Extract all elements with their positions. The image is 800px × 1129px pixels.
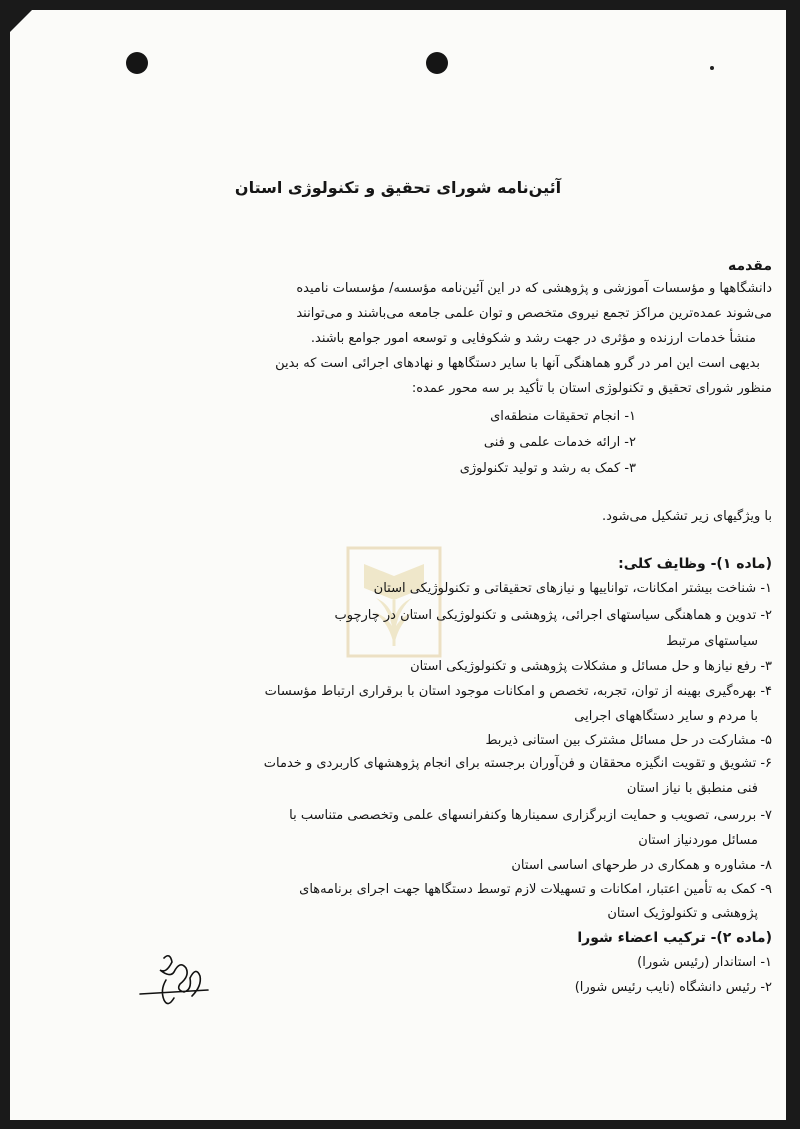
article-1-item: ۴- بهره‌گیری بهینه از توان، تجربه، تخصص و امکانات موجود استان با برقراری ارتباط مؤسسات: [264, 684, 772, 699]
article-1-item: ۶- تشویق و تقویت انگیزه محققان و فن‌آوران برجسته برای انجام پژوهشهای کاربردی و خدمات: [263, 756, 772, 771]
article-1-item: ۵- مشارکت در حل مسائل مشترک بین استانی ذیربط: [485, 733, 772, 748]
punch-hole-left: [126, 52, 148, 74]
article-1-item: ۸- مشاوره و همکاری در طرحهای اساسی استان: [511, 858, 772, 873]
article-1-item-continuation: مسائل موردنیاز استان: [638, 833, 758, 848]
article-2-item: ۲- رئیس دانشگاه (نایب رئیس شورا): [574, 980, 772, 995]
intro-line: منشأ خدمات ارزنده و مؤثری در جهت رشد و شکوفایی و توسعه امور جوامع باشند.: [310, 331, 756, 346]
intro-line: منظور شورای تحقیق و تکنولوژی استان با تأکید بر سه محور عمده:: [411, 381, 772, 396]
article-1-heading: (ماده ۱)- وظایف کلی:: [618, 556, 772, 572]
article-1-item-continuation: فنی منطبق با نیاز استان: [626, 781, 758, 796]
library-watermark-icon: [346, 546, 442, 658]
intro-line: دانشگاهها و مؤسسات آموزشی و پژوهشی که در این آئین‌نامه مؤسسه/ مؤسسات نامیده: [296, 281, 772, 296]
axis-item: ۳- کمک به رشد و تولید تکنولوژی: [459, 461, 636, 476]
article-2-heading: (ماده ۲)- ترکیب اعضاء شورا: [577, 930, 772, 946]
article-1-item-continuation: پژوهشی و تکنولوژیک استان: [607, 906, 758, 921]
axis-item: ۱- انجام تحقیقات منطقه‌ای: [490, 409, 636, 424]
article-1-item: ۷- بررسی، تصویب و حمایت ازبرگزاری سمینارها وکنفرانسهای علمی وتخصصی متناسب با: [289, 808, 772, 823]
axis-item: ۲- ارائه خدمات علمی و فنی: [483, 435, 636, 450]
document-page: [10, 10, 786, 1120]
article-1-item-continuation: با مردم و سایر دستگاههای اجرایی: [574, 709, 758, 724]
article-1-item: ۳- رفع نیازها و حل مسائل و مشکلات پژوهشی و تکنولوژیکی استان: [410, 659, 772, 674]
intro-closing: با ویژگیهای زیر تشکیل می‌شود.: [602, 509, 772, 524]
intro-line: می‌شوند عمده‌ترین مراکز تجمع نیروی متخصص و توان علمی جامعه می‌باشند و می‌توانند: [296, 306, 772, 321]
article-1-item: ۹- کمک به تأمین اعتبار، امکانات و تسهیلات لازم توسط دستگاهها جهت اجرای برنامه‌های: [299, 882, 772, 897]
page-title: آئین‌نامه شورای تحقیق و تکنولوژی استان: [234, 178, 562, 197]
article-1-item-continuation: سیاستهای مرتبط: [666, 634, 758, 649]
article-1-item: ۱- شناخت بیشتر امکانات، تواناییها و نیازهای تحقیقاتی و تکنولوژیکی استان: [373, 581, 772, 596]
ink-speck: [710, 66, 714, 70]
folded-corner: [10, 10, 32, 32]
article-2-item: ۱- استاندار (رئیس شورا): [637, 955, 772, 970]
intro-line: بدیهی است این امر در گرو هماهنگی آنها با سایر دستگاهها و نهادهای اجرائی است که بدین: [275, 356, 760, 371]
signature-icon: [130, 950, 216, 1016]
article-1-item: ۲- تدوین و هماهنگی سیاستهای اجرائی، پژوهشی و تکنولوژیکی استان در چارچوب: [334, 608, 772, 623]
punch-hole-right: [426, 52, 448, 74]
intro-heading: مقدمه: [728, 258, 772, 274]
